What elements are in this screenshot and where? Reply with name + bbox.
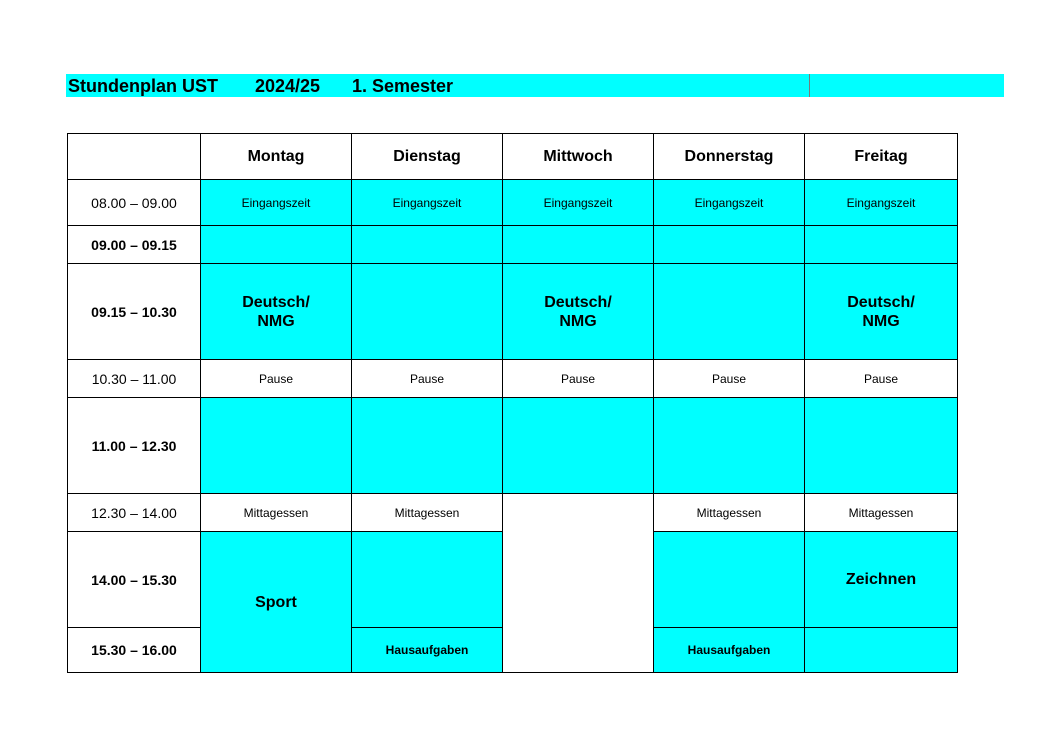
title-bar — [66, 74, 1004, 97]
table-row — [68, 226, 958, 264]
table-row — [68, 494, 958, 532]
lesson-line: NMG — [862, 312, 900, 330]
title-divider — [809, 74, 810, 97]
table-row — [68, 180, 958, 226]
lesson-deutsch-nmg — [201, 264, 352, 360]
lesson-cell: Eingangszeit — [805, 180, 958, 226]
pause-cell: Pause — [654, 360, 805, 398]
lesson-deutsch-nmg — [805, 264, 958, 360]
lesson-cell: Eingangszeit — [503, 180, 654, 226]
time-label: 12.30 – 14.00 — [68, 494, 201, 532]
empty-afternoon-mittwoch — [503, 494, 654, 673]
pause-cell: Pause — [352, 360, 503, 398]
timetable — [67, 133, 958, 673]
corner-cell — [68, 134, 201, 180]
header-row — [68, 134, 958, 180]
table-row — [68, 360, 958, 398]
pause-cell: Pause — [805, 360, 958, 398]
lunch-cell: Mittagessen — [654, 494, 805, 532]
school-year: 2024/25 — [255, 76, 321, 96]
time-label: 09.00 – 09.15 — [68, 226, 201, 264]
lesson-zeichnen: Zeichnen — [805, 532, 958, 628]
table-row — [68, 398, 958, 494]
time-label: 15.30 – 16.00 — [68, 628, 201, 673]
lesson-cell — [654, 226, 805, 264]
semester-label: 1. Semester — [352, 76, 454, 96]
lunch-cell: Mittagessen — [352, 494, 503, 532]
page-title: Stundenplan UST — [68, 76, 218, 96]
homework-cell: Hausaufgaben — [654, 628, 805, 673]
day-header-montag: Montag — [201, 134, 352, 180]
lesson-line: Deutsch/ — [847, 293, 915, 311]
lunch-cell: Mittagessen — [201, 494, 352, 532]
time-label: 10.30 – 11.00 — [68, 360, 201, 398]
lesson-cell — [352, 264, 503, 360]
lesson-line: NMG — [559, 312, 597, 330]
pause-cell: Pause — [201, 360, 352, 398]
lesson-cell: Eingangszeit — [352, 180, 503, 226]
lesson-cell — [201, 226, 352, 264]
homework-cell: Hausaufgaben — [352, 628, 503, 673]
lesson-cell — [805, 628, 958, 673]
lesson-line: Deutsch/ — [242, 293, 310, 311]
time-label: 08.00 – 09.00 — [68, 180, 201, 226]
table-row — [68, 264, 958, 360]
lesson-cell — [352, 226, 503, 264]
lesson-cell — [805, 226, 958, 264]
time-label: 14.00 – 15.30 — [68, 532, 201, 628]
lesson-cell — [654, 532, 805, 628]
lesson-line: Deutsch/ — [544, 293, 612, 311]
lunch-cell: Mittagessen — [805, 494, 958, 532]
lesson-sport: Sport — [201, 532, 352, 673]
lesson-cell — [805, 398, 958, 494]
lesson-line: NMG — [257, 312, 295, 330]
lesson-cell — [654, 264, 805, 360]
lesson-cell — [352, 398, 503, 494]
pause-cell: Pause — [503, 360, 654, 398]
lesson-deutsch-nmg — [503, 264, 654, 360]
day-header-mittwoch: Mittwoch — [503, 134, 654, 180]
lesson-cell: Eingangszeit — [201, 180, 352, 226]
lesson-cell — [352, 532, 503, 628]
lesson-cell — [654, 398, 805, 494]
day-header-freitag: Freitag — [805, 134, 958, 180]
lesson-cell — [201, 398, 352, 494]
lesson-cell: Eingangszeit — [654, 180, 805, 226]
time-label: 09.15 – 10.30 — [68, 264, 201, 360]
day-header-dienstag: Dienstag — [352, 134, 503, 180]
time-label: 11.00 – 12.30 — [68, 398, 201, 494]
lesson-cell — [503, 398, 654, 494]
day-header-donnerstag: Donnerstag — [654, 134, 805, 180]
lesson-cell — [503, 226, 654, 264]
